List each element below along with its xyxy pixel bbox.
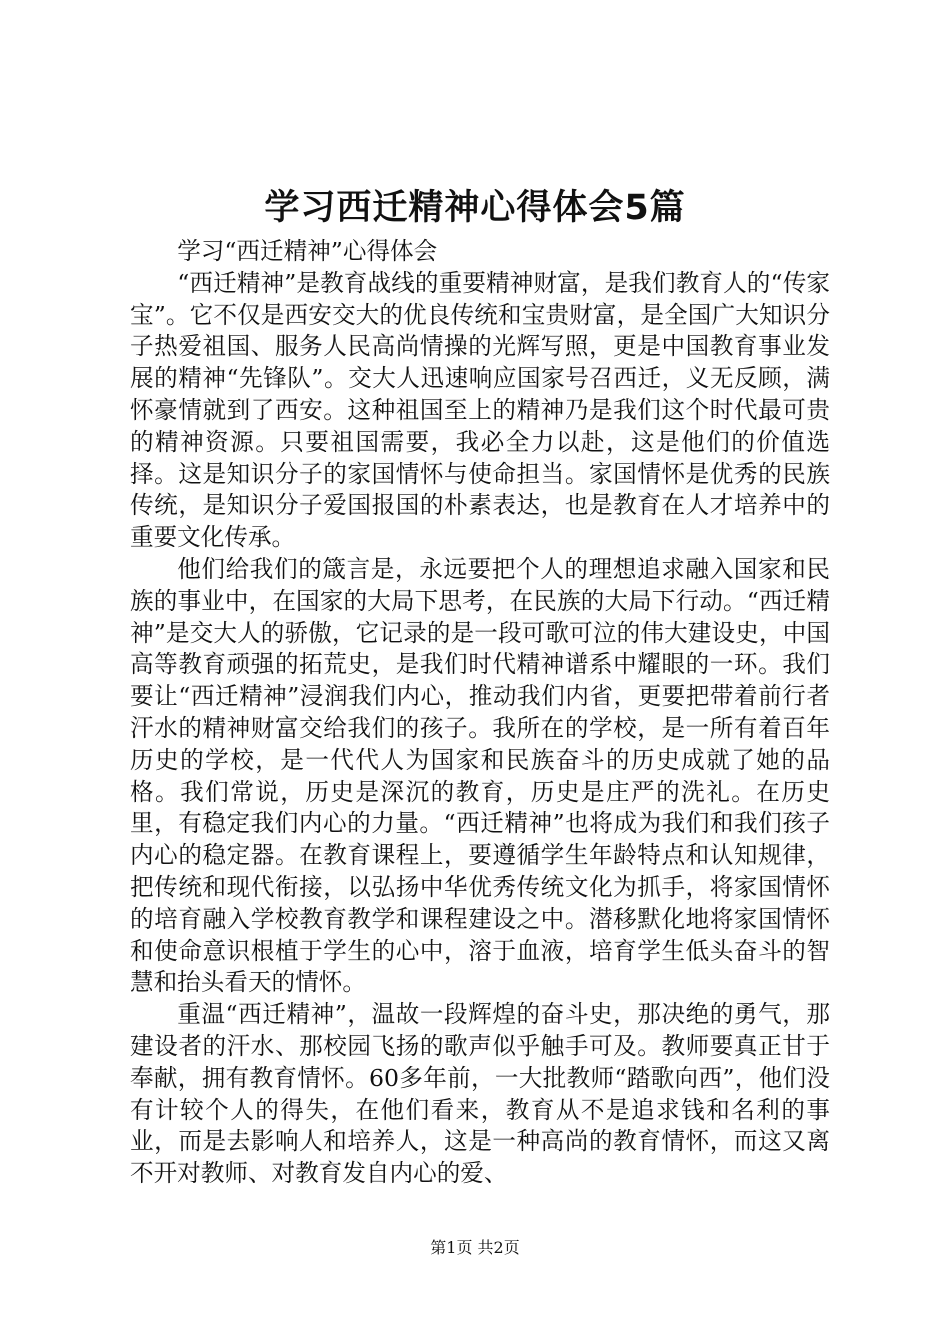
body-paragraph-1: “西迁精神”是教育战线的重要精神财富，是我们教育人的“传家宝”。它不仅是西安交大的优良传统和宝贵财富，是全国广大知识分子热爱祖国、服务人民高尚情操的光辉写照，更是中国教育事业发展的精神“先锋队”。交大人迅速响应国家号召西迁，义无反顾，满怀豪情就到了西安。这种祖国至上的精神乃是我们这个时代最可贵的精神资源。只要祖国需要，我必全力以赴，这是他们的价值选择。这是知识分子的家国情怀与使命担当。家国情怀是优秀的民族传统，是知识分子爱国报国的朴素表达，也是教育在人才培养中的重要文化传承。 — [130, 268, 830, 552]
page-number-footer: 第1页 共2页 — [430, 1238, 520, 1257]
body-paragraph-2: 他们给我们的箴言是，永远要把个人的理想追求融入国家和民族的事业中，在国家的大局下思考，在民族的大局下行动。“西迁精神”是交大人的骄傲，它记录的是一段可歌可泣的伟大建设史，中国高等教育顽强的拓荒史，是我们时代精神谱系中耀眼的一环。我们要让“西迁精神”浸润我们内心，推动我们内省，更要把带着前行者汗水的精神财富交给我们的孩子。我所在的学校，是一所有着百年历史的学校，是一代代人为国家和民族奋斗的历史成就了她的品格。我们常说，历史是深沉的教育，历史是庄严的洗礼。在历史里，有稳定我们内心的力量。“西迁精神”也将成为我们和我们孩子内心的稳定器。在教育课程上，要遵循学生年龄特点和认知规律，把传统和现代衔接，以弘扬中华优秀传统文化为抓手，将家国情怀的培育融入学校教育教学和课程建设之中。潜移默化地将家国情怀和使命意识根植于学生的心中，溶于血液，培育学生低头奋斗的智慧和抬头看天的情怀。 — [130, 554, 830, 997]
body-paragraph-3: 重温“西迁精神”，温故一段辉煌的奋斗史，那决绝的勇气，那建设者的汗水、那校园飞扬的歌声似乎触手可及。教师要真正甘于奉献，拥有教育情怀。60多年前，一大批教师“踏歌向西”，他们没有计较个人的得失，在他们看来，教育从不是追求钱和名利的事业，而是去影响人和培养人，这是一种高尚的教育情怀，而这又离不开对教师、对教育发自内心的爱、 — [130, 1000, 830, 1188]
section-subtitle: 学习“西迁精神”心得体会 — [177, 237, 438, 265]
document-title: 学习西迁精神心得体会5篇 — [264, 188, 686, 228]
document-body — [130, 236, 830, 1190]
